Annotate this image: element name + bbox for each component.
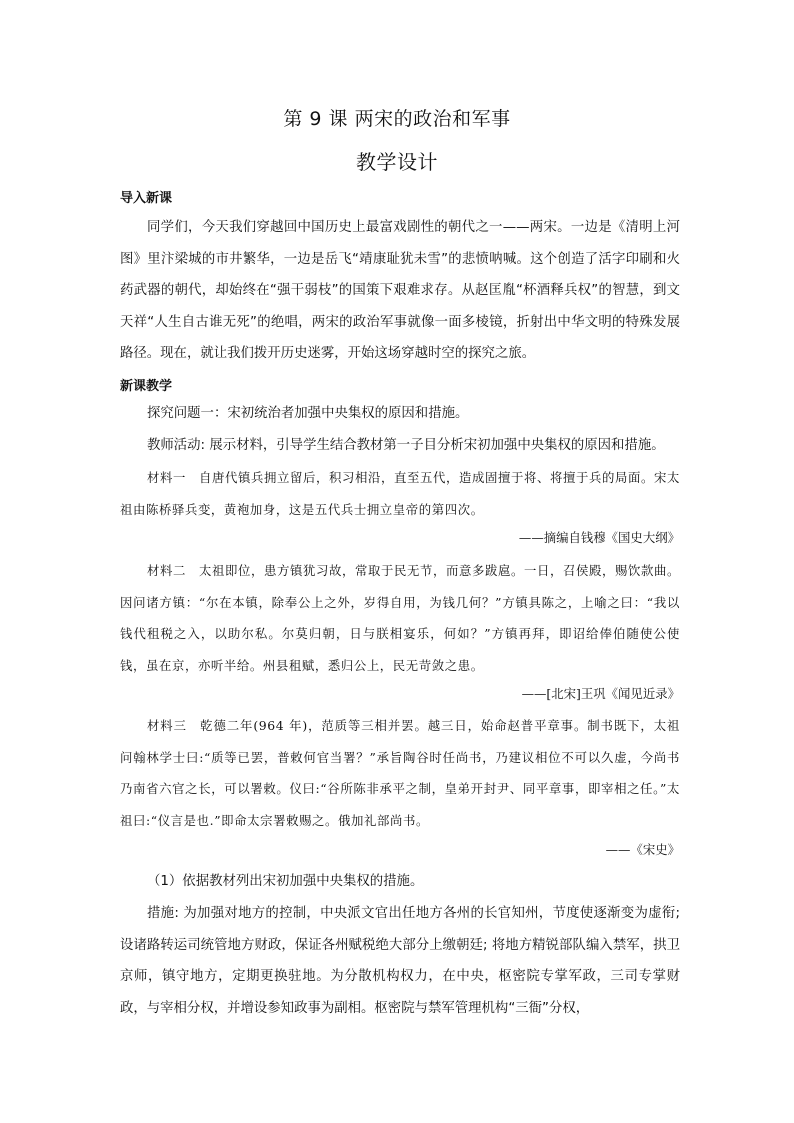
- intro-paragraph: 同学们，今天我们穿越回中国历史上最富戏剧性的朝代之一——两宋。一边是《清明上河图》里汴梁城的市井繁华，一边是岳飞“靖康耻犹未雪”的悲愤呐喊。这个创造了活字印刷和火药武器的朝代，却始终在“强干弱枝”的国策下艰难求存。从赵匡胤“杯酒释兵权”的智慧，到文天祥“人生自古谁无死”的绝唱，两宋的政治军事就像一面多棱镜，折射出中华文明的特殊发展路径。现在，就让我们拨开历史迷雾，开始这场穿越时空的探究之旅。: [120, 220, 680, 361]
- lesson-heading: 新课教学: [120, 379, 173, 394]
- material-three: 材料三 乾德二年(964 年)，范质等三相并罢。越三日，始命赵普平章事。制书既下，太祖问翰林学士曰:“质等已罢，普敕何官当署？”承旨陶谷时任尚书，乃建议相位不可以久虚，今尚书乃南省六官之长，可以署敕。仪曰:“谷所陈非承平之制，皇弟开封尹、同平章事，即宰相之任。”太祖曰:“仪言是也.”即命太宗署敕赐之。俄加礼部尚书。: [120, 718, 680, 828]
- teacher-activity: 教师活动: 展示材料，引导学生结合教材第一子目分析宋初加强中央集权的原因和措施。: [147, 438, 665, 453]
- material-one-source: ——摘编自钱穆《国史大纲》: [518, 530, 680, 545]
- intro-heading: 导入新课: [120, 191, 173, 206]
- page-subtitle: 教学设计: [356, 150, 438, 174]
- measures-paragraph: 措施: 为加强对地方的控制，中央派文官出任地方各州的长官知州，节度使逐渐变为虚衔; 设诸路转运司统管地方财政，保证各州赋税绝大部分上缴朝廷; 将地方精锐部队编入禁军，拱卫京师，镇守地方，定期更换驻地。为分散机构权力，在中央，枢密院专掌军政，三司专掌财政，与宰相分权，并增设参知政事为副相。枢密院与禁军管理机构“三衙”分权，: [120, 906, 680, 1016]
- material-three-source: ——《宋史》: [605, 842, 680, 857]
- question-one: 探究问题一：宋初统治者加强中央集权的原因和措施。: [147, 406, 469, 421]
- material-two: 材料二 太祖即位，患方镇犹习故，常取于民无节，而意多跋扈。一日，召侯殿，赐饮款曲。因问诸方镇：“尔在本镇，除奉公上之外，岁得自用，为钱几何？”方镇具陈之，上喻之曰：“我以钱代租税之入，以助尔私。尔莫归朝，日与朕相宴乐，何如？”方镇再拜，即诏给俸伯随使公使钱，虽在京，亦听半给。州县租赋，悉归公上，民无苛敛之患。: [120, 563, 680, 673]
- page-title: 第 9 课 两宋的政治和军事: [283, 108, 511, 130]
- material-two-source: ——[北宋]王巩《闻见近录》: [521, 686, 680, 701]
- material-one: 材料一 自唐代镇兵拥立留后，积习相沿，直至五代，造成固擅于将、将擅于兵的局面。宋太祖由陈桥驿兵变，黄袍加身，这是五代兵士拥立皇帝的第四次。: [120, 470, 680, 517]
- question-one-subquestion: （1）依据教材列出宋初加强中央集权的措施。: [147, 874, 424, 889]
